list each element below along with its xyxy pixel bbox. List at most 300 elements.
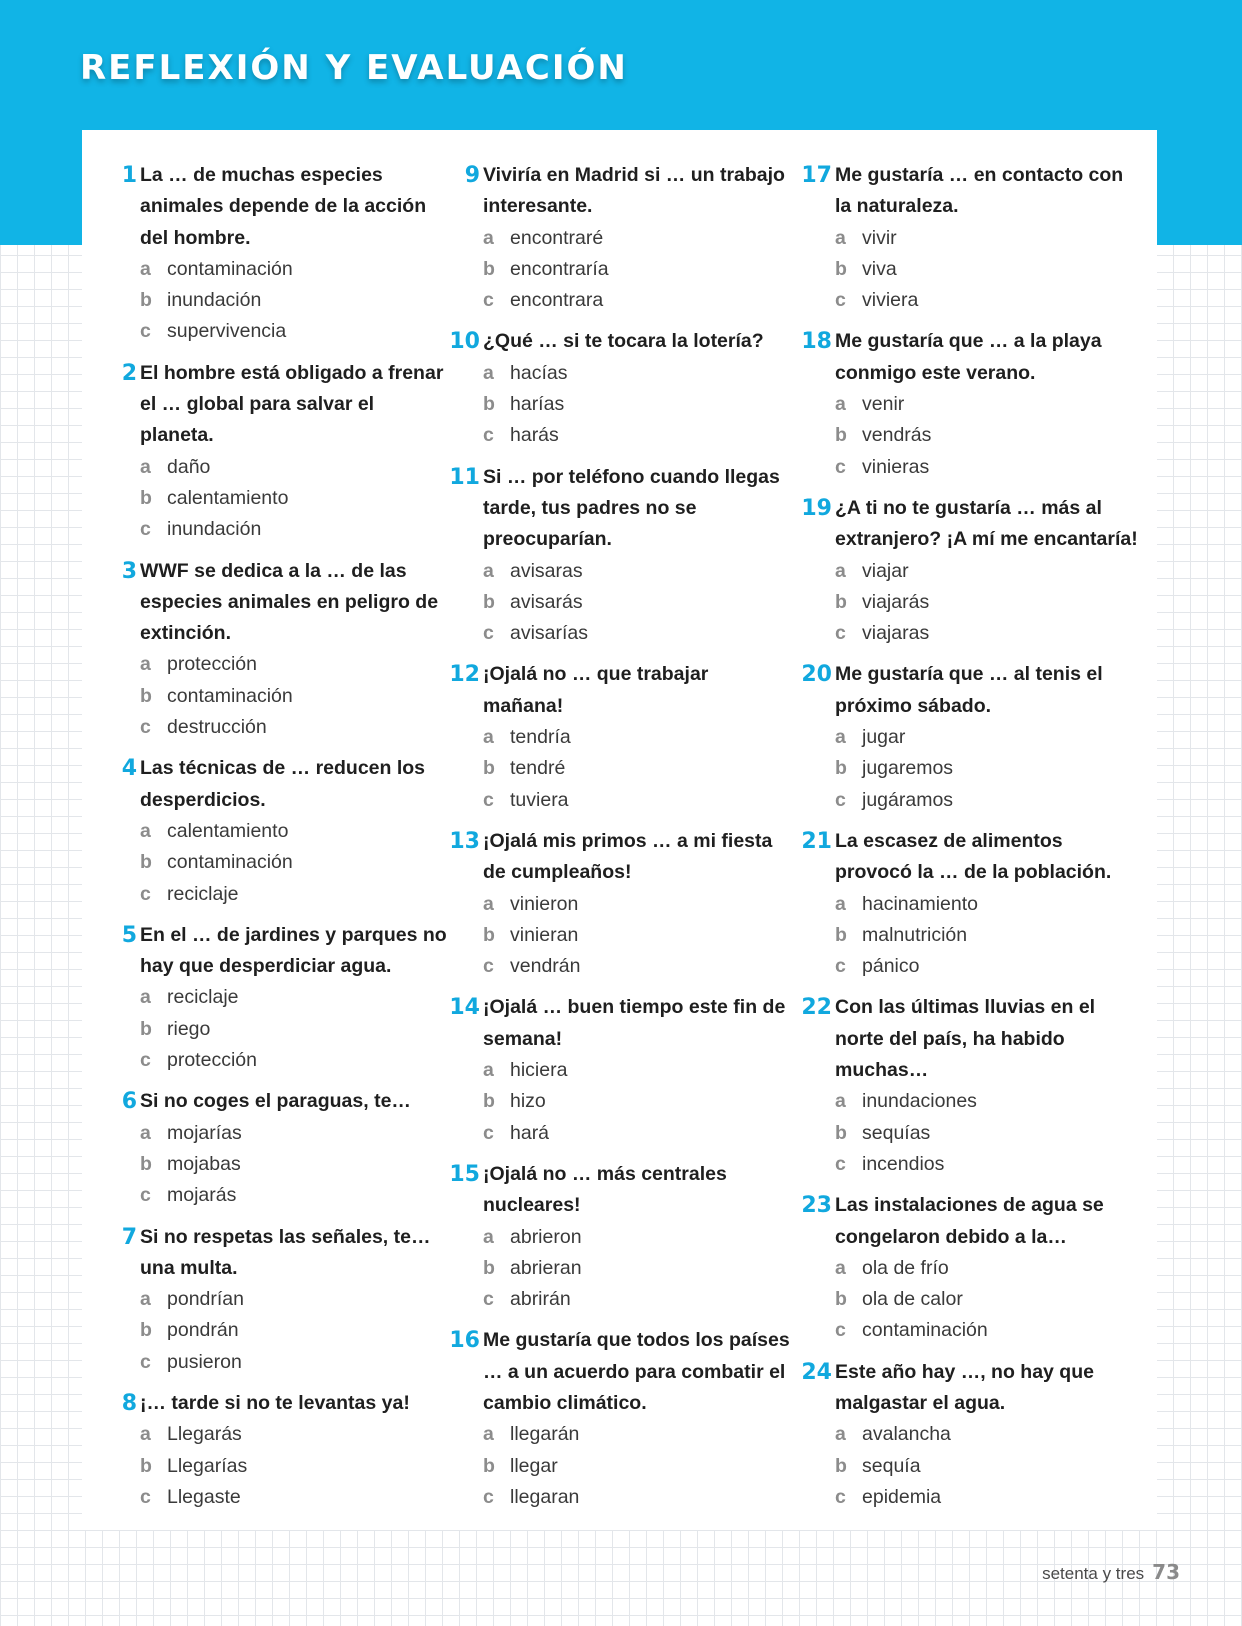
question-number: 11 xyxy=(449,464,480,490)
answer-options xyxy=(835,1253,1142,1347)
option-text: calentamiento xyxy=(167,486,289,509)
answer-options xyxy=(140,649,447,743)
exercise-panel xyxy=(82,130,1157,1530)
question-text: ¡Ojalá mis primos … a mi fiesta de cumpleaños! xyxy=(483,829,773,884)
answer-option[interactable] xyxy=(483,556,790,587)
answer-options xyxy=(140,1419,447,1513)
question-number: 23 xyxy=(801,1193,832,1219)
question-item xyxy=(117,1388,447,1513)
option-letter: b xyxy=(140,486,152,509)
option-text: venir xyxy=(862,393,905,416)
option-text: supervivencia xyxy=(167,320,287,343)
answer-option[interactable] xyxy=(483,1055,790,1086)
option-text: inundaciones xyxy=(862,1090,977,1113)
answer-option[interactable] xyxy=(835,722,1142,753)
option-text: encontrara xyxy=(510,289,604,312)
question-text: Las instalaciones de agua se congelaron debido a la… xyxy=(835,1194,1104,1248)
option-text: protección xyxy=(167,653,257,676)
option-letter: c xyxy=(140,1485,151,1508)
option-text: tuviera xyxy=(510,788,569,811)
question-item xyxy=(449,1325,790,1513)
option-text: viajaras xyxy=(862,622,930,645)
option-letter: c xyxy=(835,455,846,478)
option-letter: c xyxy=(140,882,151,905)
question-item xyxy=(449,326,790,451)
answer-option[interactable] xyxy=(140,1118,447,1149)
option-text: harías xyxy=(510,393,565,416)
option-text: protección xyxy=(167,1049,257,1072)
option-letter: a xyxy=(835,892,846,915)
question-number: 13 xyxy=(449,828,480,854)
option-text: tendría xyxy=(510,726,571,749)
option-letter: c xyxy=(483,1121,494,1144)
question-number: 4 xyxy=(121,756,137,782)
option-text: hiciera xyxy=(510,1059,568,1082)
option-letter: a xyxy=(140,455,151,478)
answer-option[interactable] xyxy=(140,712,447,743)
question-text: Con las últimas lluvias en el norte del país, ha habido muchas… xyxy=(835,996,1096,1082)
question-number: 7 xyxy=(121,1224,137,1250)
question-number: 15 xyxy=(449,1161,480,1187)
answer-option[interactable] xyxy=(835,587,1142,618)
option-text: vinieran xyxy=(510,923,579,946)
option-letter: a xyxy=(483,559,494,582)
option-letter: b xyxy=(483,590,495,613)
question-item xyxy=(801,1357,1142,1513)
answer-option[interactable] xyxy=(835,254,1142,285)
answer-options xyxy=(140,1118,447,1212)
answer-option[interactable] xyxy=(483,753,790,784)
answer-option[interactable] xyxy=(483,1482,790,1513)
question-text: Me gustaría que todos los países … a un acuerdo para combatir el cambio climático. xyxy=(483,1329,790,1414)
option-text: viviera xyxy=(862,289,919,312)
option-letter: c xyxy=(835,1152,846,1175)
option-letter: b xyxy=(483,393,495,416)
answer-option[interactable] xyxy=(835,1086,1142,1117)
option-text: Llegarías xyxy=(167,1454,248,1477)
question-text: Este año hay …, no hay que malgastar el agua. xyxy=(835,1360,1094,1414)
page-title: REFLEXIÓN Y EVALUACIÓN xyxy=(80,48,628,88)
page-footer xyxy=(1042,1560,1180,1584)
option-text: avisaras xyxy=(510,559,583,582)
question-text: ¡… tarde si no te levantas ya! xyxy=(140,1391,410,1414)
option-letter: b xyxy=(483,1256,495,1279)
question-text: ¡Ojalá no … más centrales nucleares! xyxy=(483,1162,727,1217)
answer-option[interactable] xyxy=(835,1149,1142,1180)
answer-option[interactable] xyxy=(483,285,790,316)
answer-options xyxy=(835,722,1142,816)
question-number: 20 xyxy=(801,662,832,688)
answer-options xyxy=(483,1222,790,1316)
question-item xyxy=(449,659,790,815)
answer-option[interactable] xyxy=(140,1315,447,1346)
page-number: 73 xyxy=(1152,1560,1180,1584)
option-letter: a xyxy=(835,1423,846,1446)
answer-option[interactable] xyxy=(140,681,447,712)
answer-option[interactable] xyxy=(483,1222,790,1253)
option-text: abrieron xyxy=(510,1225,582,1248)
answer-option[interactable] xyxy=(140,982,447,1013)
answer-option[interactable] xyxy=(140,1014,447,1045)
question-column-3 xyxy=(801,160,1142,1523)
option-letter: a xyxy=(483,892,494,915)
option-letter: b xyxy=(835,1121,847,1144)
option-letter: a xyxy=(835,726,846,749)
option-letter: a xyxy=(140,653,151,676)
question-item xyxy=(117,358,447,546)
option-letter: a xyxy=(483,1423,494,1446)
question-text: Me gustaría que … a la playa conmigo este verano. xyxy=(835,330,1102,384)
option-text: jugaremos xyxy=(862,757,954,780)
answer-option[interactable] xyxy=(140,452,447,483)
option-letter: b xyxy=(140,851,152,874)
answer-option[interactable] xyxy=(483,889,790,920)
option-text: hará xyxy=(510,1121,550,1144)
question-number: 12 xyxy=(449,662,480,688)
answer-option[interactable] xyxy=(835,556,1142,587)
answer-option[interactable] xyxy=(483,587,790,618)
option-text: vinieron xyxy=(510,892,579,915)
answer-option[interactable] xyxy=(483,785,790,816)
answer-option[interactable] xyxy=(483,1284,790,1315)
question-text: Si no respetas las señales, te… una multa. xyxy=(140,1225,431,1279)
question-number: 22 xyxy=(801,995,832,1021)
option-text: sequía xyxy=(862,1454,921,1477)
option-text: sequías xyxy=(862,1121,931,1144)
option-letter: b xyxy=(835,1454,847,1477)
answer-options xyxy=(483,556,790,650)
option-letter: b xyxy=(835,257,847,280)
option-letter: a xyxy=(835,393,846,416)
answer-options xyxy=(483,1055,790,1149)
question-text: WWF se dedica a la … de las especies animales en peligro de extinción. xyxy=(140,559,439,645)
question-number: 8 xyxy=(121,1390,137,1416)
question-item xyxy=(117,1222,447,1378)
answer-option[interactable] xyxy=(140,514,447,545)
answer-option[interactable] xyxy=(140,285,447,316)
option-text: llegarán xyxy=(510,1423,580,1446)
question-text: En el … de jardines y parques no hay que desperdiciar agua. xyxy=(140,923,447,978)
option-letter: b xyxy=(140,1319,152,1342)
answer-option[interactable] xyxy=(483,920,790,951)
option-text: reciclaje xyxy=(167,986,239,1009)
answer-option[interactable] xyxy=(140,1347,447,1378)
answer-options xyxy=(483,223,790,317)
option-letter: a xyxy=(835,1090,846,1113)
answer-options xyxy=(835,223,1142,317)
answer-options xyxy=(140,816,447,910)
option-text: incendios xyxy=(862,1152,945,1175)
answer-option[interactable] xyxy=(140,1180,447,1211)
question-text: ¡Ojalá … buen tiempo este fin de semana! xyxy=(483,996,786,1050)
answer-option[interactable] xyxy=(835,920,1142,951)
question-number: 9 xyxy=(464,163,480,188)
answer-option[interactable] xyxy=(483,951,790,982)
answer-options xyxy=(835,556,1142,650)
option-letter: a xyxy=(140,1423,151,1446)
answer-option[interactable] xyxy=(835,951,1142,982)
option-letter: c xyxy=(483,788,494,811)
answer-option[interactable] xyxy=(835,223,1142,254)
option-text: contaminación xyxy=(167,851,293,874)
option-text: encontraré xyxy=(510,226,604,249)
option-letter: b xyxy=(483,1454,495,1477)
answer-option[interactable] xyxy=(483,1086,790,1117)
option-text: avisarías xyxy=(510,622,589,645)
option-text: epidemia xyxy=(862,1485,942,1508)
option-text: reciclaje xyxy=(167,882,239,905)
option-text: pondrían xyxy=(167,1288,244,1311)
option-text: daño xyxy=(167,455,211,478)
option-text: pánico xyxy=(862,955,920,978)
answer-option[interactable] xyxy=(835,389,1142,420)
answer-options xyxy=(140,452,447,546)
question-number: 5 xyxy=(121,922,137,948)
answer-option[interactable] xyxy=(483,254,790,285)
option-letter: b xyxy=(483,257,495,280)
question-item xyxy=(449,1159,790,1315)
option-letter: b xyxy=(835,757,847,780)
option-letter: a xyxy=(483,1059,494,1082)
answer-option[interactable] xyxy=(140,1045,447,1076)
question-column-2 xyxy=(449,160,790,1523)
page-number-words: setenta y tres xyxy=(1042,1564,1145,1583)
answer-option[interactable] xyxy=(483,420,790,451)
option-letter: b xyxy=(140,1454,152,1477)
option-text: llegar xyxy=(510,1454,558,1477)
option-letter: a xyxy=(835,1256,846,1279)
option-text: contaminación xyxy=(167,257,293,280)
question-item xyxy=(117,920,447,1076)
question-text: ¿Qué … si te tocara la lotería? xyxy=(483,330,764,353)
option-text: jugar xyxy=(862,726,906,749)
question-number: 14 xyxy=(449,995,480,1021)
option-letter: a xyxy=(835,559,846,582)
option-text: contaminación xyxy=(167,684,293,707)
answer-options xyxy=(835,889,1142,983)
question-item xyxy=(117,556,447,744)
option-text: inundación xyxy=(167,518,262,541)
answer-option[interactable] xyxy=(140,1419,447,1450)
option-text: vivir xyxy=(862,226,897,249)
option-text: llegaran xyxy=(510,1485,580,1508)
question-item xyxy=(117,160,447,348)
question-number: 6 xyxy=(121,1089,137,1115)
question-text: El hombre está obligado a frenar el … global para salvar el planeta. xyxy=(140,361,444,447)
option-text: vinieras xyxy=(862,455,930,478)
answer-option[interactable] xyxy=(835,1315,1142,1346)
option-text: vendrán xyxy=(510,955,581,978)
option-letter: b xyxy=(483,757,495,780)
question-text: La … de muchas especies animales depende de la acción del hombre. xyxy=(140,164,427,249)
question-text: ¡Ojalá no … que trabajar mañana! xyxy=(483,663,709,717)
answer-option[interactable] xyxy=(835,1118,1142,1149)
option-text: malnutrición xyxy=(862,923,968,946)
answer-option[interactable] xyxy=(483,223,790,254)
option-text: mojarás xyxy=(167,1184,237,1207)
option-letter: a xyxy=(835,226,846,249)
option-letter: c xyxy=(835,955,846,978)
option-letter: a xyxy=(140,1288,151,1311)
option-letter: c xyxy=(483,289,494,312)
question-item xyxy=(460,160,790,316)
answer-option[interactable] xyxy=(835,889,1142,920)
answer-option[interactable] xyxy=(835,452,1142,483)
option-letter: b xyxy=(835,590,847,613)
option-text: calentamiento xyxy=(167,819,289,842)
answer-option[interactable] xyxy=(835,1284,1142,1315)
answer-option[interactable] xyxy=(483,1253,790,1284)
answer-option[interactable] xyxy=(835,618,1142,649)
option-letter: a xyxy=(483,226,494,249)
option-text: inundación xyxy=(167,289,262,312)
question-item xyxy=(801,160,1142,316)
question-item xyxy=(801,326,1142,482)
option-text: mojarías xyxy=(167,1121,242,1144)
answer-option[interactable] xyxy=(835,1451,1142,1482)
option-text: Llegaste xyxy=(167,1485,241,1508)
question-text: Si … por teléfono cuando llegas tarde, tus padres no se preocuparían. xyxy=(483,465,780,551)
option-text: destrucción xyxy=(167,716,267,739)
option-letter: c xyxy=(483,1288,494,1311)
option-letter: a xyxy=(483,726,494,749)
answer-options xyxy=(835,389,1142,483)
question-text: Me gustaría que … al tenis el próximo sábado. xyxy=(835,663,1103,717)
option-letter: a xyxy=(483,361,494,384)
question-item xyxy=(449,462,790,650)
option-text: hacinamiento xyxy=(862,892,978,915)
option-text: hizo xyxy=(510,1090,546,1113)
option-text: abrirán xyxy=(510,1288,571,1311)
answer-option[interactable] xyxy=(483,389,790,420)
option-letter: a xyxy=(140,257,151,280)
answer-options xyxy=(483,889,790,983)
question-item xyxy=(117,1086,447,1211)
answer-option[interactable] xyxy=(483,358,790,389)
question-text: La escasez de alimentos provocó la … de la población. xyxy=(835,829,1112,884)
answer-option[interactable] xyxy=(140,879,447,910)
answer-option[interactable] xyxy=(140,316,447,347)
option-letter: b xyxy=(835,424,847,447)
option-letter: c xyxy=(483,955,494,978)
answer-option[interactable] xyxy=(835,285,1142,316)
question-number: 10 xyxy=(449,329,480,355)
option-letter: c xyxy=(483,622,494,645)
option-text: ola de calor xyxy=(862,1288,963,1311)
answer-option[interactable] xyxy=(835,1253,1142,1284)
question-number: 17 xyxy=(801,163,832,188)
question-number: 18 xyxy=(801,329,832,355)
answer-option[interactable] xyxy=(483,618,790,649)
option-letter: c xyxy=(835,788,846,811)
answer-option[interactable] xyxy=(140,1149,447,1180)
option-text: avalancha xyxy=(862,1423,951,1446)
answer-option[interactable] xyxy=(835,1419,1142,1450)
answer-option[interactable] xyxy=(835,785,1142,816)
option-text: mojabas xyxy=(167,1152,241,1175)
answer-option[interactable] xyxy=(483,722,790,753)
answer-option[interactable] xyxy=(483,1451,790,1482)
answer-option[interactable] xyxy=(140,847,447,878)
question-number: 21 xyxy=(801,828,832,854)
answer-options xyxy=(140,1284,447,1378)
question-item xyxy=(801,493,1142,649)
answer-option[interactable] xyxy=(140,483,447,514)
option-letter: c xyxy=(140,1049,151,1072)
answer-option[interactable] xyxy=(835,753,1142,784)
answer-option[interactable] xyxy=(835,420,1142,451)
answer-option[interactable] xyxy=(140,816,447,847)
question-number: 24 xyxy=(801,1359,832,1385)
option-letter: c xyxy=(483,1485,494,1508)
option-text: abrieran xyxy=(510,1256,582,1279)
answer-options xyxy=(140,982,447,1076)
question-item xyxy=(801,1190,1142,1346)
option-letter: b xyxy=(483,923,495,946)
answer-option[interactable] xyxy=(140,254,447,285)
option-letter: a xyxy=(140,819,151,842)
option-letter: c xyxy=(140,1350,151,1373)
question-item xyxy=(117,753,447,909)
option-text: vendrás xyxy=(862,424,932,447)
option-letter: c xyxy=(140,1184,151,1207)
answer-options xyxy=(483,1419,790,1513)
option-text: encontraría xyxy=(510,257,609,280)
question-number: 1 xyxy=(121,163,137,188)
question-number: 2 xyxy=(121,360,137,386)
option-letter: c xyxy=(483,424,494,447)
question-item xyxy=(449,992,790,1148)
answer-option[interactable] xyxy=(140,1451,447,1482)
option-letter: b xyxy=(140,289,152,312)
question-item xyxy=(801,992,1142,1180)
option-letter: a xyxy=(140,1121,151,1144)
option-letter: c xyxy=(140,320,151,343)
option-text: pondrán xyxy=(167,1319,239,1342)
option-text: harás xyxy=(510,424,559,447)
option-text: viva xyxy=(862,257,897,280)
option-letter: b xyxy=(140,1017,152,1040)
answer-option[interactable] xyxy=(483,1419,790,1450)
option-text: riego xyxy=(167,1017,211,1040)
answer-options xyxy=(140,254,447,348)
option-letter: a xyxy=(140,986,151,1009)
answer-option[interactable] xyxy=(140,1482,447,1513)
answer-options xyxy=(483,722,790,816)
option-text: jugáramos xyxy=(862,788,954,811)
option-text: hacías xyxy=(510,361,568,384)
question-text: Las técnicas de … reducen los desperdicios. xyxy=(140,757,426,811)
option-text: avisarás xyxy=(510,590,583,613)
option-letter: b xyxy=(140,684,152,707)
question-number: 3 xyxy=(121,558,137,584)
option-letter: b xyxy=(483,1090,495,1113)
option-text: Llegarás xyxy=(167,1423,242,1446)
answer-option[interactable] xyxy=(140,649,447,680)
option-text: viajarás xyxy=(862,590,930,613)
answer-options xyxy=(835,1419,1142,1513)
option-text: contaminación xyxy=(862,1319,988,1342)
answer-option[interactable] xyxy=(483,1118,790,1149)
option-letter: a xyxy=(483,1225,494,1248)
option-letter: c xyxy=(835,1485,846,1508)
answer-option[interactable] xyxy=(835,1482,1142,1513)
question-text: Si no coges el paraguas, te… xyxy=(140,1090,411,1113)
answer-options xyxy=(835,1086,1142,1180)
question-column-1 xyxy=(117,160,447,1523)
answer-option[interactable] xyxy=(140,1284,447,1315)
option-text: tendré xyxy=(510,757,566,780)
